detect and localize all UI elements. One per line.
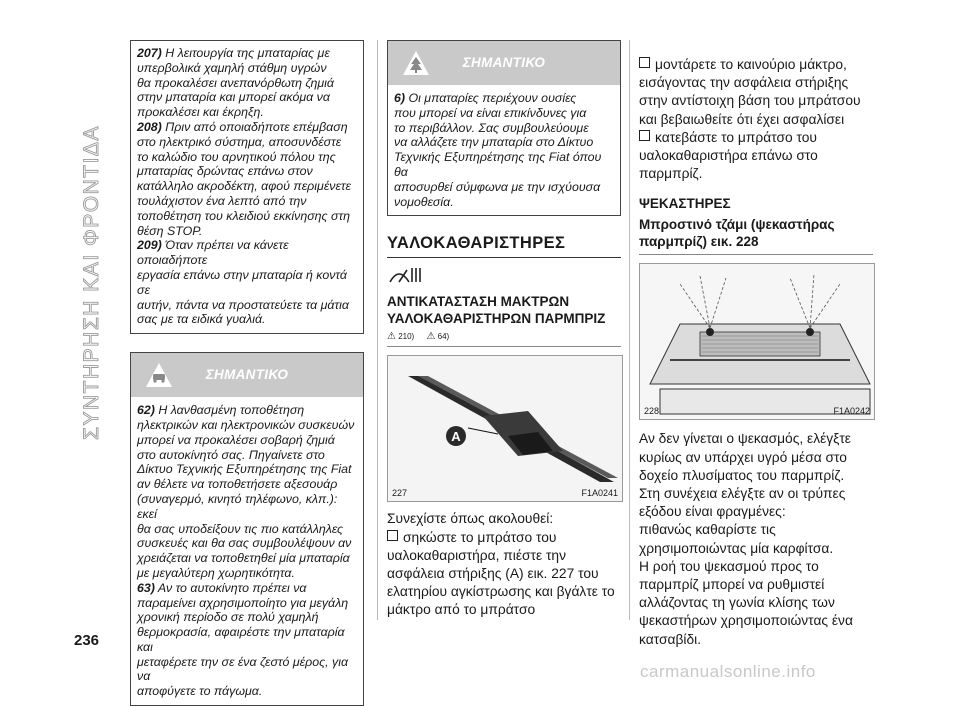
note-text: Η λειτουργία της μπαταρίας με <box>161 46 330 60</box>
washer-instructions <box>639 430 873 648</box>
column-3 <box>639 40 873 649</box>
note-line <box>131 120 363 135</box>
body-line <box>639 485 873 503</box>
note-line <box>131 551 363 566</box>
figure-227 <box>387 355 623 502</box>
body-text: κατσαβίδι. <box>639 631 702 647</box>
body-text: ελατηρίου αγκίστρωσης και βγάλτε το <box>387 584 615 600</box>
references <box>387 331 621 342</box>
body-line <box>639 165 873 183</box>
note-number: 208) <box>137 119 162 134</box>
note-line <box>131 566 363 581</box>
body-text: Συνεχίστε όπως ακολουθεί: <box>387 511 554 527</box>
body-line <box>387 601 621 619</box>
side-title-text: ΣΥΝΤΗΡΗΣΗ ΚΑΙ ΦΡΟΝΤΙΔΑ <box>80 125 103 440</box>
note-text: αποφύγετε το πάγωμα. <box>137 684 263 699</box>
subsection-title <box>387 293 621 327</box>
page-number: 236 <box>74 632 100 649</box>
note-text: σας με τα ειδικά γυαλιά. <box>137 312 266 327</box>
figure-code: F1A0241 <box>581 488 618 499</box>
note-line <box>131 164 363 179</box>
note-line <box>131 655 363 685</box>
body-line <box>639 503 873 521</box>
note-line <box>388 121 620 136</box>
body-text: υαλοκαθαριστήρα, πιέστε την <box>387 547 566 563</box>
column-divider-1 <box>377 40 378 620</box>
column-2 <box>387 40 621 620</box>
warning-header <box>131 353 363 397</box>
body-line <box>639 147 873 165</box>
note-text: στην μπαταρία και μπορεί ακόμα να <box>137 90 330 105</box>
note-text: αποσυρθεί σύμφωνα με την ισχύουσα <box>394 179 601 194</box>
warning-box-62-63 <box>130 352 364 706</box>
note-line <box>131 179 363 194</box>
body-line <box>639 129 873 147</box>
washers-heading: ΨΕΚΑΣΤΗΡΕΣ <box>639 196 731 212</box>
body-text: παρμπρίζ μπορεί να ρυθμιστεί <box>639 577 825 593</box>
checkbox-bullet-icon <box>639 57 650 68</box>
warning-text <box>131 397 363 705</box>
body-text: ασφάλεια στήριξης (A) εικ. 227 του <box>387 565 599 581</box>
body-text: πιθανώς καθαρίστε τις <box>639 522 776 538</box>
body-line <box>387 547 621 565</box>
body-text: Αν δεν γίνεται ο ψεκασμός, ελέγξτε <box>639 431 851 447</box>
body-line <box>639 594 873 612</box>
note-text: ηλεκτρικών και ηλεκτρονικών συσκευών <box>137 417 355 432</box>
figure-number: 227 <box>392 488 408 499</box>
body-text: δοχείο πλυσίματος του παρμπρίζ. <box>639 467 845 483</box>
note-line <box>388 106 620 121</box>
note-line <box>131 61 363 76</box>
caution-triangle-icon: ⚠ <box>426 331 436 343</box>
side-section-title <box>70 48 110 448</box>
body-text: αλλάζοντας τη γωνία κλίσης των <box>639 595 835 611</box>
note-text: να αλλάζετε την μπαταρία στο Δίκτυο <box>394 135 594 150</box>
warning-header <box>388 41 620 85</box>
warning-title: ΣΗΜΑΝΤΙΚΟ <box>462 55 546 70</box>
figure-rule <box>639 254 873 255</box>
body-text: παρμπρίζ. <box>639 166 703 182</box>
note-text: μπορεί να προκαλέσει σοβαρή ζημιά <box>137 432 335 447</box>
note-line <box>388 150 620 180</box>
note-line <box>131 312 363 327</box>
notes-list <box>131 46 363 327</box>
note-line <box>131 46 363 61</box>
windshield-washer-illustration <box>640 264 874 419</box>
note-number: 207) <box>137 46 162 60</box>
note-line <box>388 195 620 210</box>
note-text: τοποθέτηση του κλειδιού εκκίνησης στη <box>137 208 351 223</box>
section-rule <box>387 257 621 258</box>
note-line <box>388 91 620 106</box>
note-line <box>131 105 363 120</box>
body-text: μοντάρετε το καινούριο μάκτρο, <box>655 57 847 72</box>
warning-text <box>388 85 620 215</box>
body-line <box>387 529 621 547</box>
note-text: Όταν πρέπει να κάνετε οποιαδήποτε <box>137 238 289 268</box>
note-line <box>131 135 363 150</box>
ref-64: 64) <box>437 332 450 342</box>
body-line <box>639 56 873 74</box>
warning-title: ΣΗΜΑΝΤΙΚΟ <box>205 367 289 383</box>
washers-subheading-line: παρμπρίζ) εικ. 228 <box>639 234 759 250</box>
figure-label-a: A <box>451 429 461 445</box>
note-line <box>131 610 363 625</box>
note-line <box>131 477 363 492</box>
body-line <box>639 558 873 576</box>
note-text: στο αυτοκίνητό σας. Πηγαίνετε στο <box>137 447 325 462</box>
note-line <box>131 433 363 448</box>
note-text: στο ηλεκτρικό σύστημα, αποσυνδέστε <box>137 134 342 149</box>
body-line <box>639 449 873 467</box>
body-text: μάκτρο από το μπράτσο <box>387 602 536 618</box>
note-line <box>131 298 363 313</box>
note-text: νομοθεσία. <box>394 194 454 209</box>
note-line <box>131 462 363 477</box>
ref-210: 210) <box>398 332 415 342</box>
note-line <box>131 238 363 268</box>
note-line <box>131 581 363 596</box>
note-text: Η λανθασμένη τοποθέτηση <box>154 403 305 418</box>
note-line <box>131 209 363 224</box>
note-number: 63) <box>137 580 155 595</box>
note-text: αυτήν, πάντα να προστατεύετε τα μάτια <box>137 297 349 312</box>
body-text: κατεβάστε το μπράτσο του <box>655 129 817 145</box>
note-number: 209) <box>137 238 162 253</box>
note-line <box>131 418 363 433</box>
note-line <box>131 492 363 522</box>
body-text: ψεκαστήρων χρησιμοποιώντας ένα <box>639 613 853 629</box>
note-text: θέση STOP. <box>137 223 203 238</box>
note-text: υπερβολικά χαμηλή στάθμη υγρών <box>137 60 327 75</box>
checkbox-bullet-icon <box>639 130 650 141</box>
wiper-blade-illustration <box>388 356 622 501</box>
body-line <box>639 92 873 110</box>
body-line <box>639 576 873 594</box>
body-line <box>639 111 873 129</box>
note-line <box>131 403 363 418</box>
checkbox-bullet-icon <box>387 530 398 541</box>
note-text: μπαταρίας δρώντας επάνω στον <box>137 164 313 179</box>
note-text: Πριν από οποιαδήποτε επέμβαση <box>161 119 348 134</box>
note-text: με μεγαλύτερη χωρητικότητα. <box>137 565 295 580</box>
refs-rule <box>387 346 621 347</box>
body-line <box>387 565 621 583</box>
subsection-title-line: ΥΑΛΟΚΑΘΑΡΙΣΤΗΡΩΝ ΠΑΡΜΠΡΙΖ <box>387 311 606 327</box>
body-line <box>639 74 873 92</box>
body-text: εισάγοντας την ασφάλεια στήριξης <box>639 75 849 91</box>
body-text: σηκώστε το μπράτσο του <box>403 529 557 545</box>
note-line <box>131 684 363 699</box>
note-line <box>131 522 363 537</box>
column-1 <box>130 40 364 706</box>
note-text: χρειάζεται να τοποθετηθεί μία μπαταρία <box>137 551 350 566</box>
note-line <box>131 150 363 165</box>
wiper-instructions <box>387 510 621 619</box>
washers-subheading <box>639 216 873 250</box>
washers-subheading-line: Μπροστινό τζάμι (ψεκαστήρας <box>639 217 835 233</box>
note-text: συσκευές και θα σας συμβουλέψουν αν <box>137 536 352 551</box>
section-title: ΥΑΛΟΚΑΘΑΡΙΣΤΗΡΕΣ <box>387 234 566 253</box>
notes-box-207-209 <box>130 40 364 334</box>
note-line <box>131 536 363 551</box>
note-text: το καλώδιο του αρνητικού πόλου της <box>137 149 336 164</box>
note-text: θα προκαλέσει ανεπανόρθωτη ζημιά <box>137 75 334 90</box>
note-text: προκαλέσει και έκρηξη. <box>137 105 264 120</box>
note-line <box>131 448 363 463</box>
note-line <box>388 135 620 150</box>
wiper-instructions-cont <box>639 56 873 183</box>
note-text: χρονική περίοδο σε πολύ χαμηλή <box>137 610 319 625</box>
body-text: στην αντίστοιχη βάση του μπράτσου <box>639 93 861 109</box>
body-text: εξόδου είναι φραγμένες: <box>639 504 786 520</box>
wipers-section <box>387 234 621 619</box>
body-line <box>639 612 873 630</box>
column-divider-2 <box>629 40 630 620</box>
note-text: μεταφέρετε την σε ένα ζεστό μέρος, για να <box>137 654 349 684</box>
note-text: το περιβάλλον. Σας συμβουλεύουμε <box>394 120 589 135</box>
body-text: κυρίως αν υπάρχει υγρό μέσα στο <box>639 449 847 465</box>
note-text: Οι μπαταρίες περιέχουν ουσίες <box>405 91 577 105</box>
note-text: θερμοκρασία, αφαιρέστε την μπαταρία και <box>137 625 345 654</box>
body-text: χρησιμοποιώντας μία καρφίτσα. <box>639 540 834 556</box>
environment-warning-box <box>387 40 621 216</box>
note-text: κατάλληλο ακροδέκτη, αφού περιμένετε <box>137 179 351 194</box>
warning-triangle-icon: ⚠ <box>387 331 396 343</box>
note-text: Αν το αυτοκίνητο πρέπει να <box>154 580 307 595</box>
subsection-title-line: ΑΝΤΙΚΑΤΑΣΤΑΣΗ ΜΑΚΤΡΩΝ <box>387 294 570 310</box>
figure-code: F1A0242 <box>833 406 870 417</box>
note-text: τουλάχιστον ένα λεπτό από την <box>137 193 307 208</box>
note-text: (συναγερμό, κινητό τηλέφωνο, κλπ.): εκεί <box>137 491 338 521</box>
body-line <box>639 467 873 485</box>
body-line <box>639 631 873 649</box>
note-text: Δίκτυο Τεχνικής Εξυπηρέτησης της Fiat <box>137 462 352 477</box>
body-line <box>639 540 873 558</box>
body-line <box>387 510 621 528</box>
wiper-icon <box>387 264 425 286</box>
note-text: παραμείνει αχρησιμοποίητο για μεγάλη <box>137 595 349 610</box>
body-line <box>639 430 873 448</box>
note-line <box>131 90 363 105</box>
body-text: και βεβαιωθείτε ότι έχει ασφαλίσει <box>639 111 845 127</box>
note-text: εργασία επάνω στην μπαταρία ή κοντά σε <box>137 267 347 297</box>
body-text: υαλοκαθαριστήρα επάνω στο <box>639 148 818 164</box>
body-text: Στη συνέχεια ελέγξτε αν οι τρύπες <box>639 486 846 502</box>
note-line <box>131 224 363 239</box>
body-text: Η ροή του ψεκασμού προς το <box>639 558 819 574</box>
note-text: αν θέλετε να τοποθετήσετε αξεσουάρ <box>137 477 338 492</box>
note-line <box>131 194 363 209</box>
note-number: 62) <box>137 403 155 418</box>
body-line <box>639 521 873 539</box>
note-line <box>388 180 620 195</box>
note-text: θα σας υποδείξουν τις πιο κατάλληλες <box>137 521 344 536</box>
figure-228 <box>639 263 875 420</box>
note-text: που μπορεί να είναι επικίνδυνες για <box>394 105 587 120</box>
watermark: carmanualsonline.info <box>640 662 816 681</box>
note-line <box>131 268 363 298</box>
figure-number: 228 <box>644 406 660 417</box>
note-line <box>131 625 363 655</box>
body-line <box>387 583 621 601</box>
note-line <box>131 76 363 91</box>
note-number: 6) <box>394 91 406 105</box>
note-line <box>131 596 363 611</box>
note-text: Τεχνικής Εξυπηρέτησης της Fiat όπου θα <box>394 150 602 179</box>
